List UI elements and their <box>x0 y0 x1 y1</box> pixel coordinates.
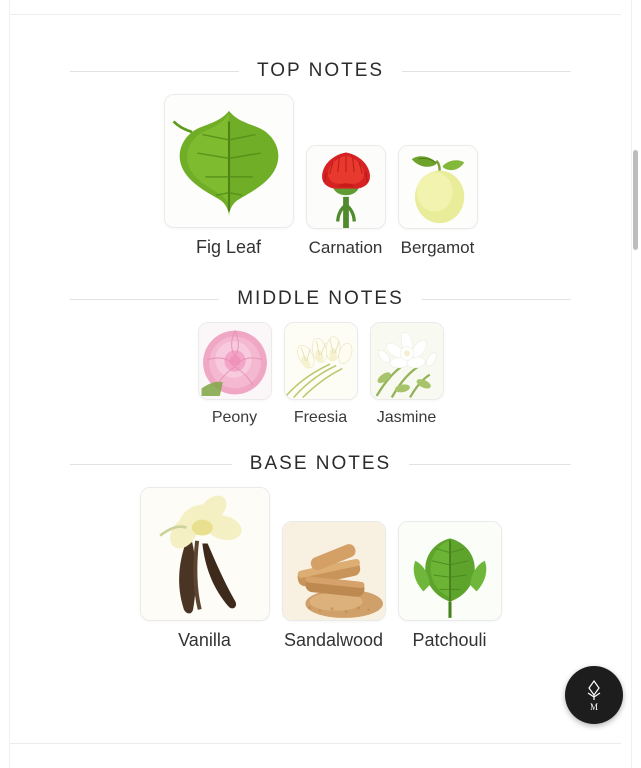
section-rule-left <box>70 299 219 300</box>
page-left-edge <box>0 0 10 768</box>
note-label: Bergamot <box>400 238 475 257</box>
notes-row-middle <box>10 322 631 427</box>
carnation-flower-image <box>306 145 386 229</box>
note-label: Carnation <box>308 238 383 257</box>
bergamot-fruit-image <box>398 145 478 229</box>
section-header-middle-notes <box>10 288 631 310</box>
peony-flower-image <box>198 322 272 400</box>
note-label: Fig Leaf <box>195 237 262 257</box>
section-title-base-notes: BASE NOTES <box>249 453 392 474</box>
note-card-patchouli[interactable] <box>398 521 502 651</box>
section-rule-right <box>422 299 571 300</box>
note-card-vanilla[interactable] <box>140 487 270 651</box>
section-rule-right <box>402 71 571 72</box>
brand-monogram-button[interactable] <box>565 666 623 724</box>
section-title-top-notes: TOP NOTES <box>256 60 385 81</box>
note-label: Peony <box>211 409 258 426</box>
note-card-jasmine[interactable] <box>370 322 444 427</box>
note-label: Jasmine <box>376 409 437 426</box>
page-right-edge <box>631 0 641 768</box>
note-card-bergamot[interactable] <box>398 145 478 258</box>
note-label: Sandalwood <box>283 630 384 650</box>
notes-row-top <box>10 94 631 258</box>
section-title-middle-notes: MIDDLE NOTES <box>237 288 404 309</box>
freesia-flower-image <box>284 322 358 400</box>
vanilla-orchid-pods-image <box>140 487 270 621</box>
brand-monogram-letter: M <box>589 702 599 712</box>
jasmine-flower-image <box>370 322 444 400</box>
spacer-top <box>10 258 631 288</box>
sandalwood-sticks-image <box>282 521 386 621</box>
patchouli-leaves-image <box>398 521 502 621</box>
note-card-sandalwood[interactable] <box>282 521 386 651</box>
section-header-base-notes <box>10 453 631 475</box>
note-card-peony[interactable] <box>198 322 272 427</box>
spacer-middle <box>10 427 631 453</box>
note-card-carnation[interactable] <box>306 145 386 258</box>
fig-leaf-image <box>164 94 294 228</box>
notes-content <box>10 0 631 768</box>
section-rule-left <box>70 464 232 465</box>
note-label: Freesia <box>293 409 348 426</box>
vertical-scrollbar[interactable] <box>633 150 638 250</box>
brand-monogram-icon <box>579 678 609 712</box>
section-rule-left <box>70 71 239 72</box>
note-label: Vanilla <box>178 630 231 650</box>
note-card-fig-leaf[interactable] <box>164 94 294 258</box>
note-card-freesia[interactable] <box>284 322 358 427</box>
notes-row-base <box>10 487 631 651</box>
section-rule-right <box>409 464 571 465</box>
note-label: Patchouli <box>412 630 487 650</box>
section-header-top-notes <box>10 60 631 82</box>
